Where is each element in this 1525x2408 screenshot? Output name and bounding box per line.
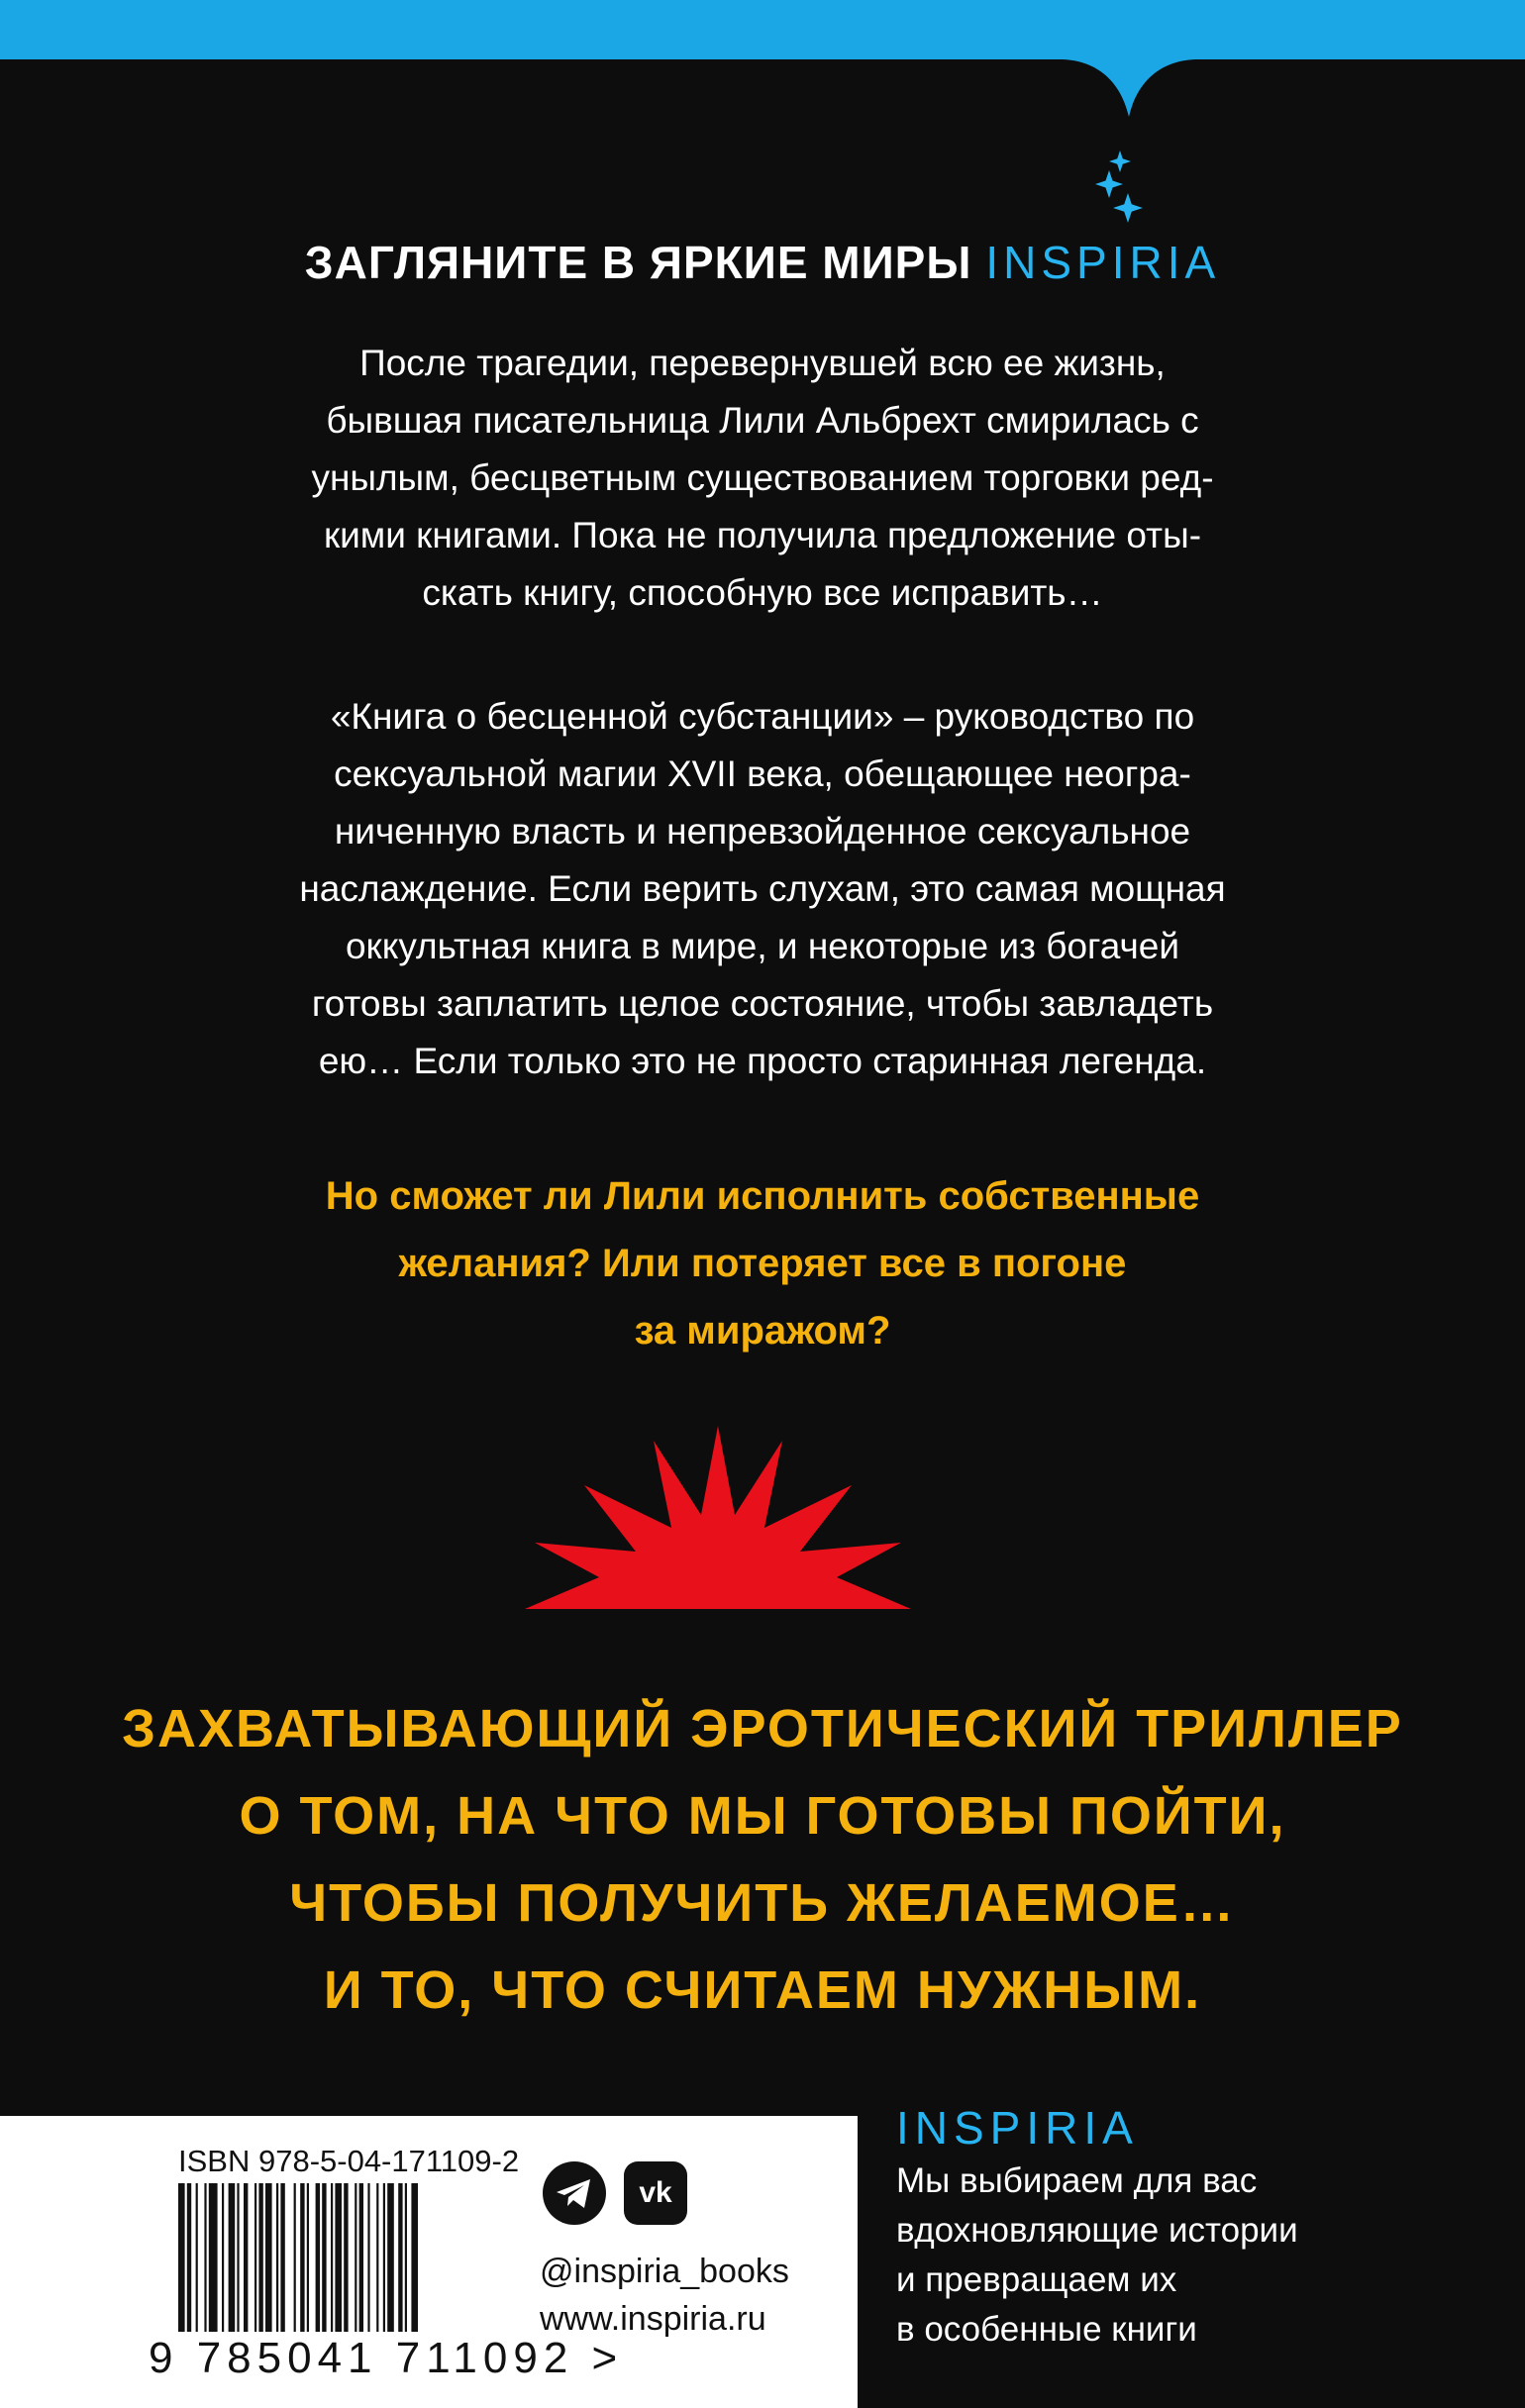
barcode-bar [316,2183,320,2332]
barcode-panel [0,2116,858,2408]
heading-brand: INSPIRIA [985,237,1221,288]
barcode-bar [258,2183,262,2332]
barcode-bar [178,2183,185,2332]
text-line: ею… Если только это не просто старинная легенда. [318,1041,1207,1081]
text-line: скать книгу, способную все исправить… [422,572,1103,613]
text-line: ниченную власть и непревзойденное сексуальное [334,811,1191,852]
top-color-band [0,0,1525,59]
barcode-bar [367,2183,369,2332]
top-notch-decoration [1060,0,1198,119]
mission-line: и превращаем их [896,2260,1177,2299]
publisher-brand: INSPIRIA [896,2102,1139,2154]
barcode-bar [387,2183,394,2332]
barcode-bar [204,2183,206,2332]
barcode-bar [307,2183,309,2332]
blurb-block [69,1685,1456,2034]
vk-icon[interactable] [624,2161,687,2225]
red-burst-icon [525,1426,911,1624]
description-paragraph-2 [168,688,1357,1090]
barcode-bar [276,2183,278,2332]
tagline-line: Но сможет ли Лили исполнить собственные [325,1174,1200,1218]
text-line: наслаждение. Если верить слухам, это самая мощная [299,868,1226,909]
barcode-bar [322,2183,326,2332]
barcode-bar [335,2183,342,2332]
barcode-bar [398,2183,402,2332]
barcode-bar [237,2183,239,2332]
vk-icon-glyph: vk [639,2176,672,2209]
text-line: бывшая писательница Лили Альбрехт смирилась с [326,400,1199,441]
text-line: кими книгами. Пока не получила предложение оты- [323,515,1202,555]
page-heading [0,236,1525,289]
barcode-bar [229,2183,236,2332]
blurb-line: О ТОМ, НА ЧТО МЫ ГОТОВЫ ПОЙТИ, [239,1786,1286,1846]
barcode-bar [383,2183,385,2332]
barcode-bar [294,2183,296,2332]
tagline-line: желания? Или потеряет все в погоне [398,1242,1127,1285]
barcode-bar [187,2183,191,2332]
text-line: готовы заплатить целое состояние, чтобы завладеть [311,983,1214,1024]
barcode-bar [254,2183,256,2332]
blurb-line: ЗАХВАТЫВАЮЩИЙ ЭРОТИЧЕСКИЙ ТРИЛЛЕР [122,1699,1403,1758]
barcode-bar [300,2183,304,2332]
description-paragraph-1 [168,335,1357,622]
barcode-bar [222,2183,224,2332]
barcode-image [178,2183,475,2332]
barcode-digits: 9 785041 711092 > [149,2334,624,2382]
barcode-bar [376,2183,378,2332]
mission-line: в особенные книги [896,2310,1197,2349]
website-link[interactable]: www.inspiria.ru [540,2300,766,2338]
barcode-bar [355,2183,356,2332]
barcode-bar [331,2183,333,2332]
blurb-line: И ТО, ЧТО СЧИТАЕМ НУЖНЫМ. [323,1960,1202,2020]
barcode-bar [244,2183,248,2332]
social-handle[interactable]: @inspiria_books [540,2253,789,2290]
isbn-text: ISBN 978-5-04-171109-2 [178,2144,520,2178]
text-line: «Книга о бесценной субстанции» – руководство по [330,696,1195,737]
mission-line: вдохновляющие истории [896,2211,1298,2250]
text-line: унылым, бесцветным существованием торговки ред- [311,457,1214,498]
barcode-bar [196,2183,198,2332]
barcode-bar [344,2183,348,2332]
text-line: оккультная книга в мире, и некоторые из богачей [345,926,1179,966]
telegram-icon[interactable] [543,2161,606,2225]
publisher-mission [896,2157,1490,2355]
blurb-line: ЧТОБЫ ПОЛУЧИТЬ ЖЕЛАЕМОЕ… [289,1873,1236,1933]
barcode-bar [405,2183,407,2332]
text-line: сексуальной магии XVII века, обещающее неогра- [334,753,1191,794]
barcode-bar [265,2183,272,2332]
barcode-bar [209,2183,218,2332]
tagline-line: за миражом? [634,1309,891,1353]
barcode-bar [411,2183,418,2332]
text-line: После трагедии, перевернувшей всю ее жизнь, [359,343,1166,383]
barcode-bar [280,2183,284,2332]
barcode-bar [359,2183,363,2332]
heading-main: ЗАГЛЯНИТЕ В ЯРКИЕ МИРЫ [304,237,972,288]
mission-line: Мы выбираем для вас [896,2161,1258,2200]
tagline-question [168,1162,1357,1364]
